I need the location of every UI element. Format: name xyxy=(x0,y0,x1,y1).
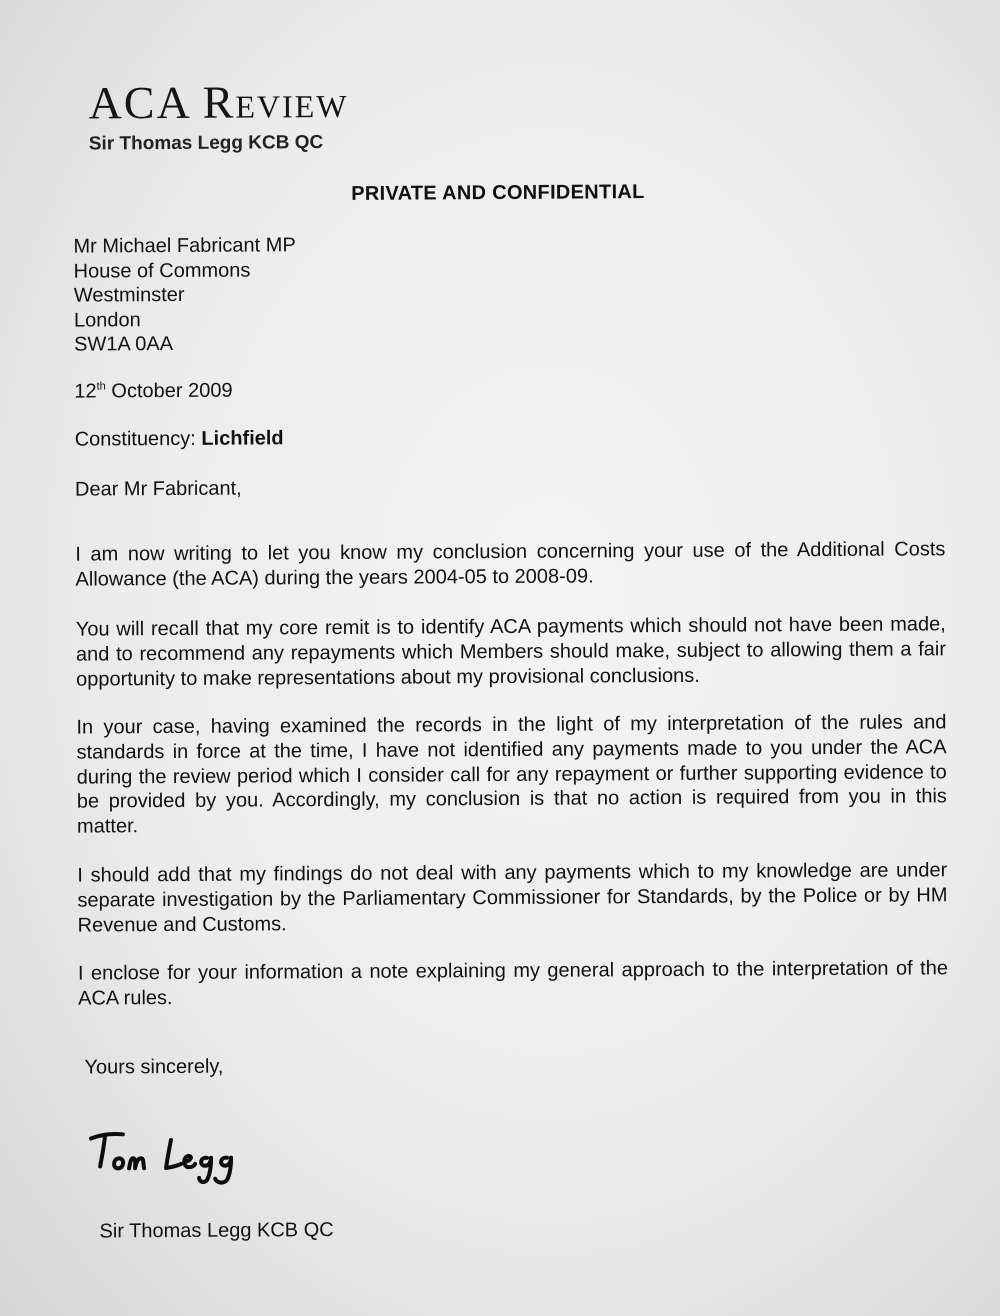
date-ordinal-suffix: th xyxy=(96,380,106,393)
body-paragraph-4: I should add that my findings do not deal with any payments which to my knowledge are under separate investigation by the Parliamentary Commissioner for Standards, by the Police or by HM Revenue and Customs. xyxy=(77,859,948,937)
recipient-name: Mr Michael Fabricant MP xyxy=(73,234,296,258)
constituency-label: Constituency: xyxy=(74,427,202,451)
letterhead-subtitle: Sir Thomas Legg KCB QC xyxy=(88,132,324,155)
salutation: Dear Mr Fabricant, xyxy=(74,477,242,501)
confidentiality-heading: PRIVATE AND CONFIDENTIAL xyxy=(351,181,645,205)
date-month-year: October 2009 xyxy=(105,379,233,403)
closing-line: Yours sincerely, xyxy=(84,1055,224,1079)
body-paragraph-2: You will recall that my core remit is to identify ACA payments which should not have been made, and to recommend any repayments which Members should make, subject to allowing them a fair opportunity to make representations about my provisional conclusions. xyxy=(75,613,947,691)
recipient-postcode: SW1A 0AA xyxy=(74,332,174,356)
body-paragraph-3: In your case, having examined the records in the light of my interpretation of the rules and standards in force at the time, I have not identified any payments made to you under the ACA during the review period which I consider call for any repayment or further supporting evidence to be provided by you. Accordingly, my conclusion is that no action is required from you in this matter. xyxy=(76,711,947,838)
signer-name: Sir Thomas Legg KCB QC xyxy=(99,1219,334,1243)
date-day: 12 xyxy=(74,380,97,403)
recipient-address xyxy=(73,233,296,357)
body-paragraph-1: I am now writing to let you know my conclusion concerning your use of the Additional Costs Allowance (the ACA) during the years 2004-05 to 2008-09. xyxy=(75,538,946,591)
handwritten-signature xyxy=(87,1121,267,1192)
recipient-address-line: House of Commons xyxy=(73,259,251,283)
letter-date xyxy=(74,380,232,404)
recipient-address-line: London xyxy=(73,308,141,332)
constituency-line xyxy=(75,427,284,451)
body-paragraph-5: I enclose for your information a note explaining my general approach to the interpretation of the ACA rules. xyxy=(77,957,948,1010)
constituency-value: Lichfield xyxy=(201,427,284,450)
recipient-address-line: Westminster xyxy=(73,283,185,307)
letterhead-title: ACA Review xyxy=(88,75,349,129)
